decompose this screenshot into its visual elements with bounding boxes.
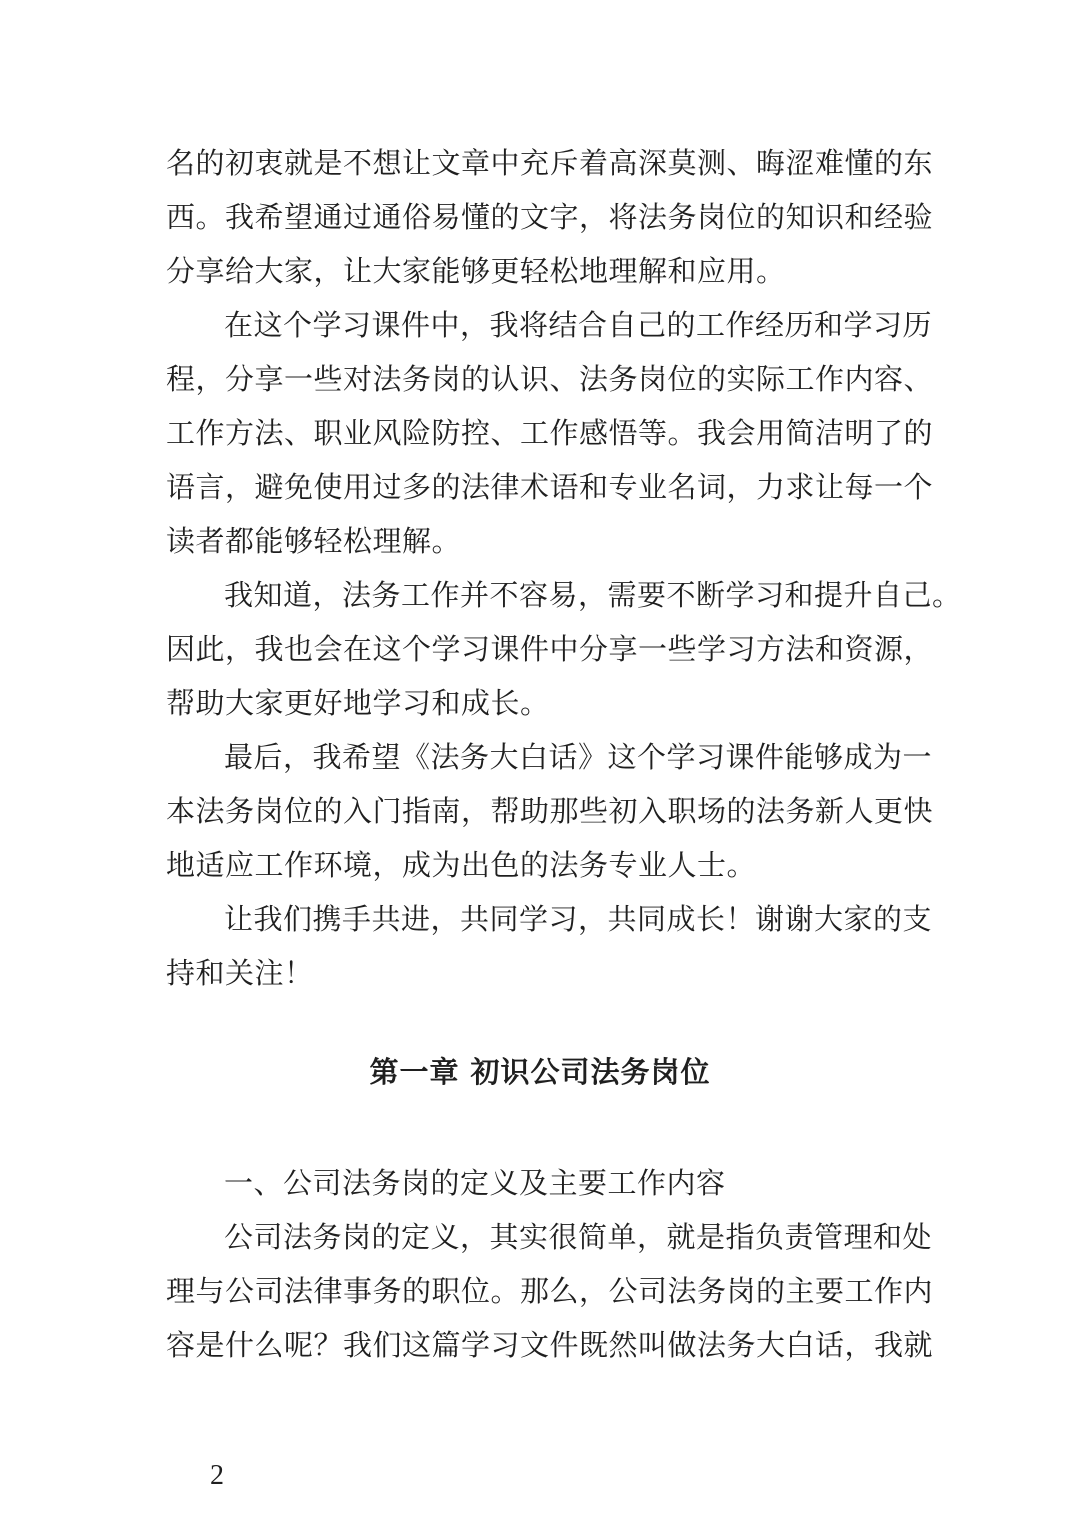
paragraph-line: 让我们携手共进，共同学习，共同成长！谢谢大家的支 [224,902,933,936]
section-heading: 一、公司法务岗的定义及主要工作内容 [224,1166,726,1200]
paragraph-line: 最后，我希望《法务大白话》这个学习课件能够成为一 [224,740,933,774]
paragraph-line: 西。我希望通过通俗易懂的文字，将法务岗位的知识和经验 [166,200,934,234]
paragraph-line: 理与公司法律事务的职位。那么，公司法务岗的主要工作内 [166,1274,934,1308]
chapter-title: 第一章 初识公司法务岗位 [369,1055,711,1089]
paragraph-line: 帮助大家更好地学习和成长。 [166,686,550,720]
paragraph-line: 工作方法、职业风险防控、工作感悟等。我会用简洁明了的 [166,416,934,450]
paragraph-line: 持和关注！ [166,956,314,990]
section-text [166,1210,934,1372]
paragraph-line: 容是什么呢？我们这篇学习文件既然叫做法务大白话，我就 [166,1328,934,1362]
preface-text [166,136,962,1000]
page-number: 2 [210,1460,224,1491]
paragraph-line: 语言，避免使用过多的法律术语和专业名词，力求让每一个 [166,470,934,504]
paragraph-line: 程，分享一些对法务岗的认识、法务岗位的实际工作内容、 [166,362,934,396]
paragraph-line: 名的初衷就是不想让文章中充斥着高深莫测、晦涩难懂的东 [166,146,934,180]
paragraph-line: 分享给大家，让大家能够更轻松地理解和应用。 [166,254,786,288]
paragraph-line: 因此，我也会在这个学习课件中分享一些学习方法和资源， [166,632,934,666]
paragraph-line: 公司法务岗的定义，其实很简单，就是指负责管理和处 [224,1220,933,1254]
paragraph-line: 读者都能够轻松理解。 [166,524,462,558]
paragraph-line: 地适应工作环境，成为出色的法务专业人士。 [166,848,757,882]
paragraph-line: 在这个学习课件中，我将结合自己的工作经历和学习历 [224,308,933,342]
paragraph-line: 我知道，法务工作并不容易，需要不断学习和提升自己。 [224,578,962,612]
paragraph-line: 本法务岗位的入门指南，帮助那些初入职场的法务新人更快 [166,794,934,828]
